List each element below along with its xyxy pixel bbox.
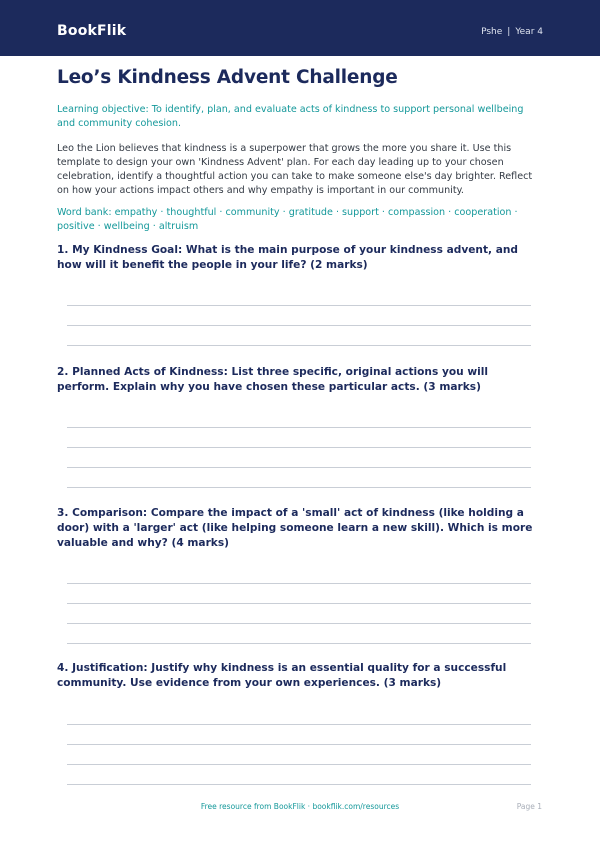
question-2 bbox=[57, 365, 543, 395]
year-label: Year 4 bbox=[515, 27, 543, 37]
answer-line[interactable] bbox=[67, 764, 531, 765]
question-3 bbox=[57, 506, 543, 551]
intro-section bbox=[57, 64, 543, 234]
brand-logo: BookFlik bbox=[57, 23, 127, 39]
header-meta bbox=[481, 27, 543, 37]
page-header bbox=[0, 0, 600, 56]
answer-line[interactable] bbox=[67, 325, 531, 326]
answer-line[interactable] bbox=[67, 583, 531, 584]
header-separator: | bbox=[507, 27, 511, 37]
answer-line[interactable] bbox=[67, 447, 531, 448]
question-2-text: 2. Planned Acts of Kindness: List three specific, original actions you will perform. Explain why you have chosen these particular acts. (3 marks) bbox=[57, 366, 489, 393]
answer-line[interactable] bbox=[67, 427, 531, 428]
page-number: Page 1 bbox=[516, 802, 542, 811]
answer-line[interactable] bbox=[67, 744, 531, 745]
question-1 bbox=[57, 243, 543, 273]
question-3-text: 3. Comparison: Compare the impact of a 'small' act of kindness (like holding a door) with a 'larger' act (like helping someone learn a new skill). Which is more valuable and why? (4 marks) bbox=[57, 507, 533, 549]
answer-line[interactable] bbox=[67, 643, 531, 644]
answer-line[interactable] bbox=[67, 487, 531, 488]
answer-line[interactable] bbox=[67, 603, 531, 604]
answer-line[interactable] bbox=[67, 784, 531, 785]
answer-line[interactable] bbox=[67, 305, 531, 306]
question-1-text: 1. My Kindness Goal: What is the main purpose of your kindness advent, and how will it benefit the people in your life? (2 marks) bbox=[57, 244, 519, 271]
intro-paragraph: Leo the Lion believes that kindness is a superpower that grows the more you share it. Use this template to design your own 'Kindness Advent' plan. For each day leading up to your chosen celebration, identify a thoughtful action you can take to make someone else's day brighter. Reflect on how your actions impact others and why empathy is important in our community. bbox=[57, 143, 533, 196]
footer-resource-link[interactable]: Free resource from BookFlik · bookflik.com/resources bbox=[200, 802, 400, 811]
answer-line[interactable] bbox=[67, 345, 531, 346]
answer-line[interactable] bbox=[67, 724, 531, 725]
page-title: Leo’s Kindness Advent Challenge bbox=[57, 67, 398, 88]
question-4 bbox=[57, 661, 543, 691]
learning-objective: Learning objective: To identify, plan, and evaluate acts of kindness to support personal wellbeing and community cohesion. bbox=[57, 104, 524, 129]
answer-line[interactable] bbox=[67, 623, 531, 624]
page-footer bbox=[0, 802, 600, 816]
subject-label: Pshe bbox=[481, 27, 503, 37]
word-bank: Word bank: empathy · thoughtful · community · gratitude · support · compassion · cooperation · positive · wellbeing · altruism bbox=[57, 207, 518, 232]
answer-line[interactable] bbox=[67, 467, 531, 468]
question-4-text: 4. Justification: Justify why kindness is an essential quality for a successful community. Use evidence from your own experiences. (3 marks) bbox=[57, 662, 507, 689]
